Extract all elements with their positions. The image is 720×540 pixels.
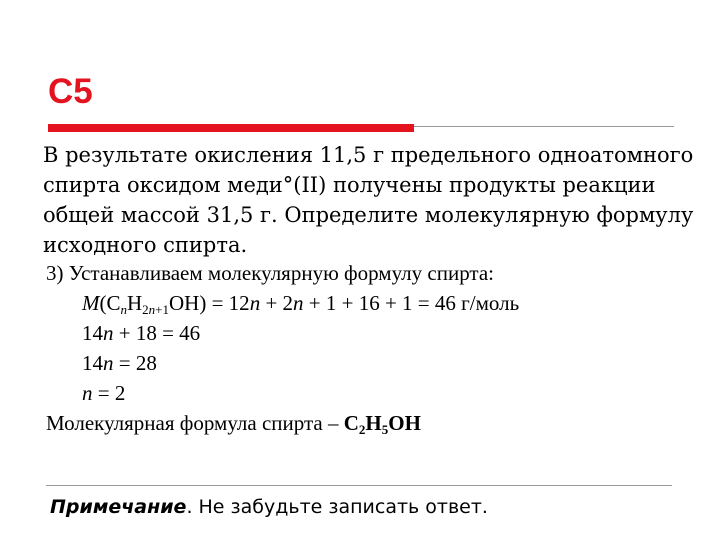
- problem-line: В результате окисления 11,5 г предельного одноатомного: [43, 143, 694, 167]
- solution-block: [46, 258, 686, 438]
- formula-part: OH: [388, 411, 421, 435]
- title-divider: [414, 126, 674, 127]
- note-label: Примечание: [50, 496, 187, 518]
- title-accent-bar: [48, 124, 414, 132]
- variable-n: n: [103, 351, 114, 375]
- note: [50, 496, 488, 518]
- subscript: n: [120, 302, 127, 317]
- problem-line: исходного спирта.: [43, 233, 248, 257]
- subscript: 2: [358, 422, 366, 437]
- variable-n: n: [103, 321, 114, 345]
- problem-statement: [43, 140, 694, 260]
- equation-3: [46, 378, 686, 408]
- equation-rest: = 2: [92, 381, 126, 405]
- variable-n: n: [82, 381, 93, 405]
- answer-line: [46, 408, 686, 438]
- coefficient: 14: [82, 351, 103, 375]
- subscript-part: 2: [142, 302, 149, 317]
- formula-part: OH) = 12: [169, 291, 250, 315]
- answer-text: Молекулярная формула спирта –: [46, 411, 344, 435]
- step-heading: 3) Устанавливаем молекулярную формулу спирта:: [46, 261, 495, 285]
- equation-rest: = 28: [113, 351, 157, 375]
- molar-mass-equation: [46, 288, 686, 318]
- subscript-part: +1: [155, 302, 170, 317]
- problem-line: спирта оксидом меди°(II) получены продукты реакции: [43, 173, 656, 197]
- equation-rest: + 18 = 46: [113, 321, 201, 345]
- subscript-part: n: [148, 302, 156, 317]
- formula-part: H: [365, 411, 382, 435]
- equation-1: [46, 318, 686, 348]
- problem-line: общей массой 31,5 г. Определите молекулярную формулу: [43, 203, 694, 227]
- formula-part: C: [343, 411, 359, 435]
- slide-title: С5: [48, 72, 93, 111]
- variable-n: n: [293, 291, 304, 315]
- answer-formula: [344, 411, 421, 435]
- formula-part: + 2: [260, 291, 294, 315]
- note-text: . Не забудьте записать ответ.: [186, 496, 488, 518]
- formula-part: (C: [99, 291, 121, 315]
- equation-2: [46, 348, 686, 378]
- subscript: [142, 302, 169, 317]
- formula-part: + 1 + 16 + 1 = 46 г/моль: [303, 291, 520, 315]
- molar-mass-symbol: M: [82, 291, 100, 315]
- note-divider: [46, 485, 672, 486]
- coefficient: 14: [82, 321, 103, 345]
- formula-part: H: [127, 291, 143, 315]
- variable-n: n: [249, 291, 261, 315]
- subscript: 5: [381, 422, 389, 437]
